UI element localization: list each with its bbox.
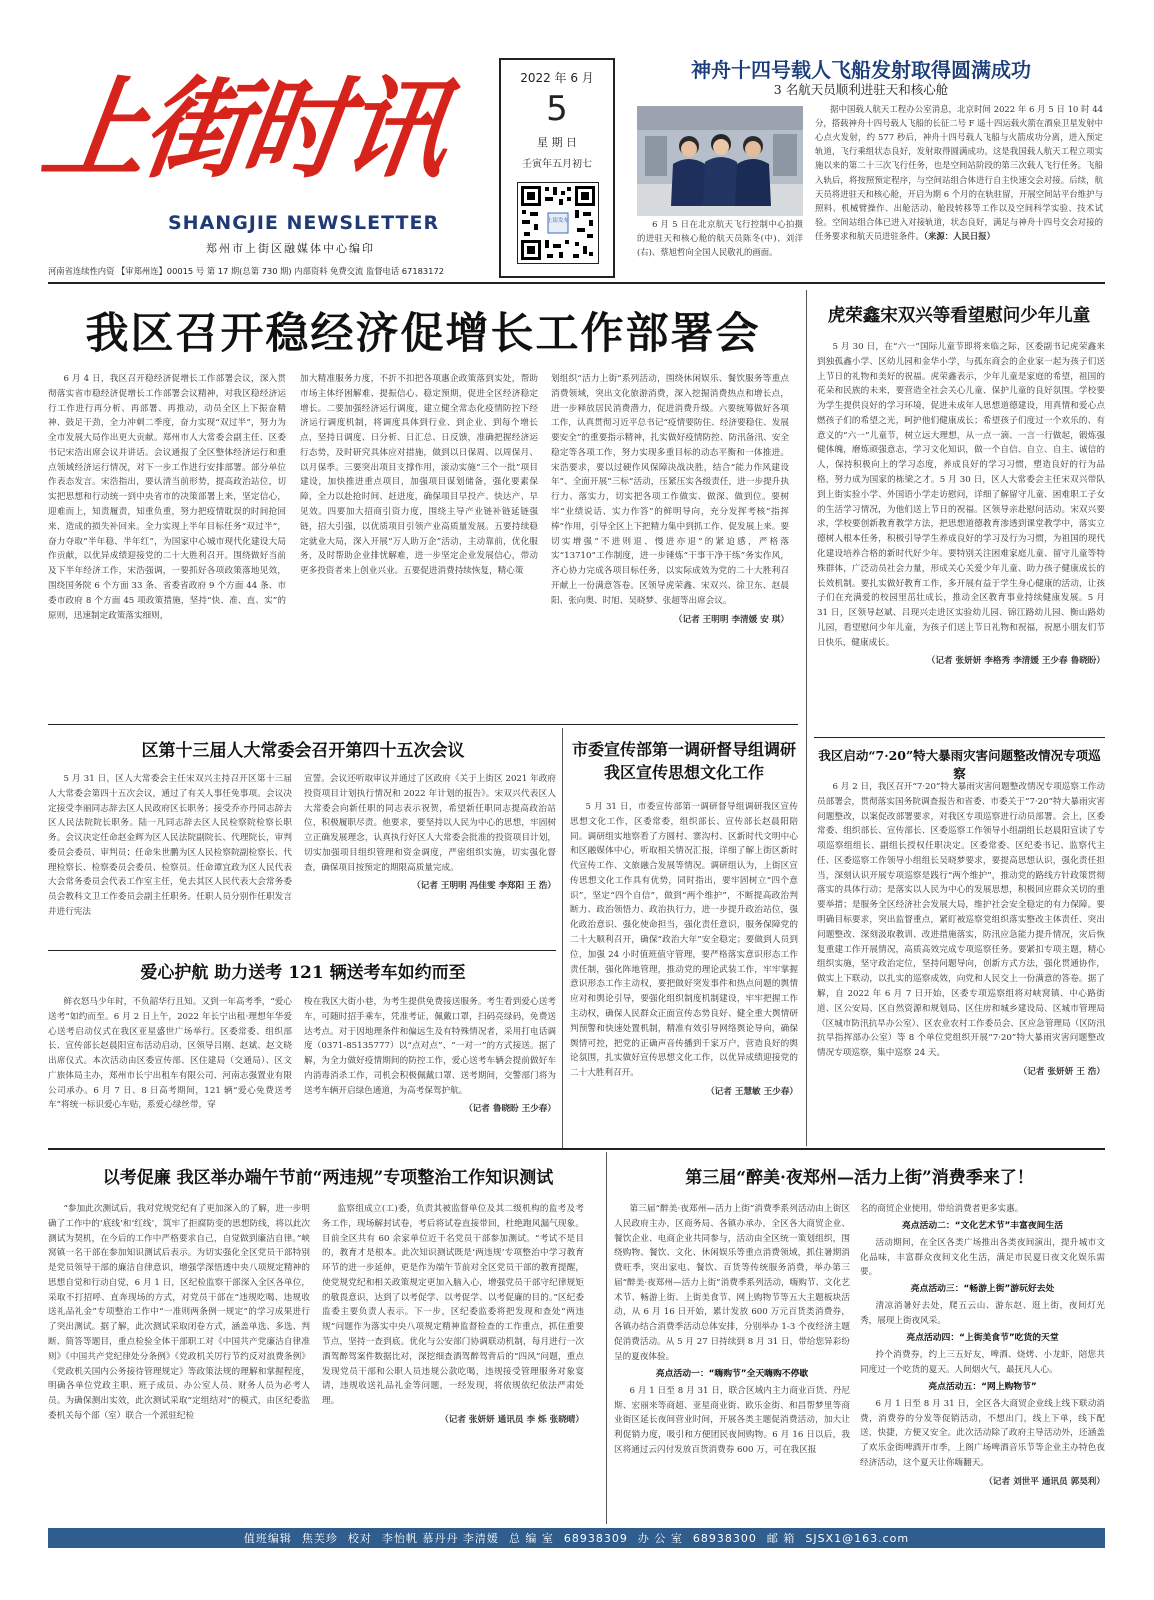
exam-col2-text: 梭在我区大街小巷，为考生提供免费接送服务。考生看到爱心送考车，可随时招手乘车，凭准考证，佩戴口罩，扫码亮绿码，免费送达考点。对于因地理条件和偏远生及有特殊情况者，采用打电话调度（0371-85135777）以“点对点”、“一对一”的方式接送。据了解，为全力做好疫情期间的防控工作，爱心送考车辆会提前做好车内消毒消杀工作，司机会积极佩戴口罩、送考期间，交警部门将为送考车辆开启绿色通道，为高考保驾护航。 — [304, 997, 556, 1096]
right1-text: 5 月 30 日，在“六一”国际儿童节即将来临之际，区委副书记虎荣鑫来到独孤鑫小学、区幼儿园和金华小学，与孤东商会的企业家一起为孩子们送上节日的礼物和美好的祝福。虎荣鑫表示，少年儿童是家庭的希望，祖国的花朵和民族的未来，要营造全社会关心儿童、保护儿童的良好氛围。学校要为学生提供良好的学习环境，促进未成年人思想道德建设，用真情和爱心点燃孩子们的希望之光，呵护他们健康成长；希望孩子们度过一个欢乐的、有意义的“六一”儿童节，树立远大理想，从一点一滴、一言一行做起，锻炼强健体魄，磨炼顽强意志，学习文化知识，做一个自信、自立、自主、诚信的人，保持积极向上的学习态度，养成良好的学习习惯，塑造良好的行为品格，努力成为国家的栋梁之才。5 月 30 日，区人大常委会主任宋双兴带队到上街实验小学、外国语小学走访慰问，详细了解留守儿童、困难职工子女的生活学习情况，为他们送上节日的祝福。区领导亲赴慰问活动。宋双兴要求，学校要创新教育教学方法，把思想道德教育渗透到课堂教学中，落实立德树人根本任务，积极引导学生养成良好的学习及行为习惯，为祖国的现代化建设培养合格的新时代好少年。要特别关注困难家庭儿童、留守儿童等特殊群体，广泛动员社会力量，形成关心关爱少年儿童、助力孩子健康成长的长效机制。要扎实做好教育工作，多开展有益于学生身心健康的活动，让孩子们在充满爱的校园里茁壮成长，推动全区教育事业持续健康发展。5 月 31 日，区领导赵斌、吕现兴走进区实验幼儿园、锦江路幼儿园、衡山路幼儿园，看望慰问少年儿童，为孩子们送上节日礼物和祝福，祝愿小朋友们节日快乐，健康成长。 — [817, 342, 1105, 648]
qr-code[interactable] — [517, 182, 599, 264]
divider-consume — [606, 1152, 607, 1524]
footer-email[interactable]: SJSX1@163.com — [805, 1531, 910, 1545]
consume-intro: 第三届“醉美·夜郑州—活力上街”消费季系列活动由上街区人民政府主办，区商务局、各镇办承办，全区各大商贸企业、餐饮企业、电商企业共同参与，活动由全区统一策划组织，围绕购物、餐饮、文化、休闲娱乐等重点消费领域，抓住暑期消费旺季，突出家电、餐饮、百货等传统服务消费，举办第三届“醉美·夜郑州—活力上街”消费季系列活动，嗨购节、文化艺术节、畅游上街、上街美食节、网上购物节等五大主题板块活动，从 6 月 16 日开始，累计发放 600 万元百货类消费券，各镇办结合消费季活动总体安排，分别举办 1-3 个夜经济主题促消费活动。从 5 月 27 日持续到 8 月 31 日，带给您异彩纷呈的夏夜体验。 — [614, 1204, 850, 1362]
divider-publicity — [562, 728, 563, 1148]
footer-office-phone: 68938309 — [563, 1531, 628, 1545]
top-story-source: （来源：人民日报） — [923, 230, 996, 241]
npc-col2 — [304, 772, 556, 946]
divider-right-1 — [814, 737, 1105, 738]
lead-col3 — [551, 372, 789, 717]
right2-text: 6 月 2 日，我区召开“7·20”特大暴雨灾害问题整改情况专项巡察工作动员部署会，贯彻落实国务院调查报告和省委、市委关于“7·20”特大暴雨灾害问题整改，以案促改部署要求，对我区专项巡察进行动员部署。会上，区委常委、组织部长、宣传部长、区委巡察工作领导小组副组长赵晨阳宣读了专项巡察组组长、副组长授权任职决定。区委常委、区纪委书记、监察代主任、区委巡察工作领导小组组长吴晓梦要求，要提高思想认识，强化责任担当，深刻认识开展专项巡察是践行“两个维护”，推动党的路线方针政策贯彻落实的具体行动；是落实以人民为中心的发展思想，积极回应群众关切的重要举措；是服务全区经济社会发展大局，维护社会安全稳定的有力保障。要明确目标要求，突出监督重点，紧盯被巡察党组织落实整改主体责任、突出问题整改、深刻汲取教训、改进措施落实，防汛应急能力提升情况，灾后恢复重建工作开展情况，高质高效完成专项巡察任务。要紧扣专项主题，精心组织实施，坚守政治定位，坚持问题导向，创新方式方法，强化贯通协作，做实上下联动，以扎实的巡察成效，向党和人民交上一份满意的答卷。据了解，自 2022 年 6 月 7 日开始，区委专项巡察组将对峡窝镇、中心路街道、区公安局、区自然资源和规划局、区住房和城乡建设局、区城市管理局（区城市防汛抗旱办公室）、区农业农村工作委员会、区应急管理局（区防汛抗旱指挥部办公室）等 8 个单位党组织开展“7·20”特大暴雨灾害问题整改情况专项巡察，集中巡察 24 天。 — [817, 782, 1105, 1059]
consume-col1 — [614, 1202, 850, 1524]
top-story-text: 据中国载人航天工程办公室消息，北京时间 2022 年 6 月 5 日 10 时 44 分，搭载神舟十四号载人飞船的长征二号 F 遥十四运载火箭在酒泉卫星发射中心点火发射，约 577 秒后，神舟十四号载人飞船与火箭成功分离，进入预定轨道，飞行乘组状态良好，发射取得圆满成功。这是我国载人航天工程立项实施以来的第二十三次飞行任务，也是空间站阶段的第三次载人飞行任务。飞船入轨后，将按照预定程序，与空间站组合体进行自主快速交会对接。后续，航天员将进驻天和核心舱，开启为期 6 个月的在轨驻留，开展空间站平台维护与照料、机械臂操作、出舱活动、舱段转移等工作以及空间科学实验、技术试验。空间站组合体已进入对接轨道，状态良好，满足与神舟十四号交会对接的任务要求和航天员进驻条件。 — [815, 104, 1103, 241]
date-day: 5 — [546, 89, 568, 129]
right1-headline: 虎荣鑫宋双兴等看望慰问少年儿童 — [827, 306, 1091, 326]
consume-item2-body: 活动期间，在全区各类广场推出各类夜间演出，提升城市文化品味，丰富群众夜间文化生活，满足市民夏日夜文化娱乐需要。 — [860, 1237, 1105, 1278]
date-box — [499, 58, 615, 278]
footer-office-label: 总 编 室 — [508, 1532, 554, 1545]
exam-col2 — [304, 995, 556, 1145]
publicity-byline: （记者 王慧敏 王少春） — [706, 1086, 798, 1097]
consume-item3-body: 清凉消暑好去处，爬五云山、游东赵、逛上街，夜间灯光秀，展现上街夜风采。 — [860, 1301, 1105, 1327]
consume-item5-title: 亮点活动五：“网上购物节” — [928, 1381, 1037, 1392]
top-story-body — [815, 102, 1103, 243]
footer-editor: 焦芙珍 — [301, 1532, 338, 1545]
astronauts-illustration — [637, 106, 803, 216]
lead-col2: 加大精准服务力度，不折不扣把各项惠企政策落到实处，帮助市场主体纾困解难、提振信心、稳定预期，促进全区经济稳定增长。二要加强经济运行调度，建立健全常态化疫情防控下经济运行调度机制，将调度具体到行业、到企业、到每个增长点，坚持日调度、日分析、日汇总、日反馈，准确把握经济运行态势，及时研究具体应对措施，做到以日保周、以周保月、以月保季。三要突出项目支撑作用，滚动实施“三个一批”项目建设，加快推进重点项目，加强项目谋划储备，强化要素保障，全力以赴抢时间、赶进度，确保项目早投产、快达产、早见效。四要加大招商引资力度，围绕主导产业链补链延链强链，招大引强，以优质项目引领产业高质量发展。五要持续稳定就业大局，深入开展“万人助万企”活动，主动靠前，优化服务，及时帮助企业排忧解难，进一步坚定企业发展信心，带动更多投资者来上创业兴业。五要促进消费持续恢复，精心策 — [300, 374, 538, 577]
exam2-col1: “参加此次测试后，我对党规党纪有了更加深入的了解，进一步明确了工作中的‘底线’和‘红线’，筑牢了拒腐防变的思想防线，将以此次测试为契机，在今后的工作中严格要求自己，自觉做到廉洁自律。”峡窝镇一名干部在参加知识测试后表示。为切实强化全区党员干部特别是党员领导干部的廉洁自律意识，增强学深悟透中央八项规定精神的思想自觉和行动自觉，6 月 1 日，区纪检监察干部深入全区各单位，采取不打招呼、直奔现场的方式，对党员干部在“违规吃喝、违规收送礼品礼金”专项整治工作中“一准则两条例一规定”的学习成果进行了突出测试。据了解，此次测试采取闭卷方式，涵盖单选、多选、判断、简答等题目，重点检验全体干部职工对《中国共产党廉洁自律准则》《中国共产党纪律处分条例》《党政机关厉行节约反对浪费条例》《党政机关国内公务接待管理规定》等政策法规的理解和掌握程度，明确各单位党政主职、班子成员、办公室人员、财务人员为必考人员。为确保测出实效，此次测试采取“定组结对”的模式，由区纪委监委机关每个部（室）联合一个派驻纪检 — [48, 1204, 310, 1421]
publicity-body — [570, 800, 798, 1146]
exam2-col2 — [322, 1202, 584, 1524]
divider-top — [48, 282, 1105, 284]
masthead-publisher: 郑州市上街区融媒体中心编印 — [206, 242, 375, 255]
npc-col1: 5 月 31 日，区人大常委会主任宋双兴主持召开区第十三届人大常委会第四十五次会议，通过了有关人事任免事项。会议决定接受李丽同志辞去区人民政府区长职务；接受乔亦丹同志辞去区人民法院院长职务。陆一凡同志辞去区人民检察院检察长职务。会议决定任命赵金辉为区人民法院副院长、代理院长，审判委员会委员、审判员；任命朱世鹏为区人民检察院副检察长、代理检察长、检察委员会委员、检察员。任命谭宜政为区人民代表大会常务委员会代表工作室主任，免去其区人民代表大会常务委员会教科文卫工作委员会副主任职务。任职人员分别作任职发言并进行宪法 — [48, 774, 292, 918]
consume-item1-body: 6 月 1 日至 8 月 31 日，联合区域内主力商业百货、丹尼斯、宏丽来等商超、亚星商业街、欧乐金街、和昌帮梦里等商业街区延长夜间营业时间，开展各类主题促消费活动，加大让利促销力度，吸引和方便团民夜间购物。6 月 16 日以后，我区将通过云闪付发放百货消费券 600 万，可在我区报 — [614, 1385, 850, 1455]
consume-item3-title: 亮点活动三：“畅游上街”游玩好去处 — [910, 1284, 1055, 1295]
right2-headline: 我区启动“7·20”特大暴雨灾害问题整改情况专项巡察 — [818, 748, 1101, 781]
right2-byline: （记者 张妍妍 王 浩） — [1018, 1066, 1105, 1077]
qr-label: 上街发布 — [546, 218, 569, 224]
date-year-month: 2022 年 6 月 — [520, 71, 594, 85]
right2-body — [817, 780, 1105, 1144]
footer-editor-label: 值班编辑 — [243, 1532, 292, 1545]
lead-headline: 我区召开稳经济促增长工作部署会 — [85, 309, 761, 359]
top-story-subhead: 3 名航天员顺利进驻天和核心舱 — [773, 82, 949, 97]
masthead-english: SHANGJIE NEWSLETTER — [168, 212, 440, 234]
masthead-info-line: 河南省连续性内资 【审郑州连】00015 号 第 17 期(总第 730 期) 内部资料 免费交流 监督电话 67183172 — [48, 266, 445, 276]
masthead — [35, 62, 490, 282]
top-story-headline: 神舟十四号载人飞船发射取得圆满成功 — [691, 58, 1031, 82]
astronaut-photo — [637, 106, 803, 216]
exam-col1: 鲜衣怒马少年时，不负韶华行且知。又到一年高考季，“爱心送考”如约而至。6 月 2 日上午，2022 年长宁出租·理想年华爱心送考启动仪式在我区亚星盛世广场举行。区委常委、组织部长、宣传部长赵晨阳宣布活动启动，区领导吕刚、赵斌、赵文晓出席仪式。本次活动由区委宣传部、区住建局（交通局）、区文广旅体局主办，郑州市长宁出租车有限公司、河南志强置业有限公司承办。6 月 7 日、8 日高考期间，121 辆“爱心免费送考车”将统一标识爱心车贴，系爱心绿丝带，穿 — [48, 997, 292, 1111]
photo-caption: 6 月 5 日在北京航天飞行控制中心拍摄的进驻天和核心舱的航天员陈冬(中)、刘洋(右)、蔡旭哲向全国人民敬礼的画面。 — [637, 219, 803, 257]
footer-mail-label: 邮 箱 — [766, 1532, 796, 1545]
exam2-byline: （记者 张妍妍 通讯员 李 烁 张晓晴） — [440, 1414, 584, 1425]
footer-proof-label: 校对 — [347, 1532, 372, 1545]
footer-admin-phone: 68938300 — [692, 1531, 757, 1545]
masthead-calligraphy-title: 上街时讯 — [35, 63, 454, 194]
divider-mid — [48, 724, 798, 725]
exam-byline: （记者 鲁晓盼 王少春） — [464, 1104, 556, 1115]
date-lunar: 壬寅年五月初七 — [522, 159, 592, 170]
consume-col2-top: 名的商贸企业使用，带给消费者更多实惠。 — [860, 1204, 1024, 1214]
lead-col1: 6 月 4 日，我区召开稳经济促增长工作部署会议，深入贯彻落实省市稳经济促增长工作部署会议精神，对我区稳经济运行工作进行再分析、再部署、再推动，动员全区上下振奋精神、鼓足干劲，全力冲刺二季度，奋力实现“双过半”，努力为全市发展大局作出更大贡献。郑州市人大常委会副主任、区委书记宋浩出席会议并讲话。会议通报了全区整体经济运行和重点领域经济运行情况，对下一步工作进行安排部署。部分单位作表态发言。宋浩指出，要认清当前形势，提高政治站位，切实把思想和行动统一到中央省市的决策部署上来，坚定信心，迎难而上，知责履责，知重负重，努力把疫情耽误的时间抢回来、造成的损失补回来。全力实现上半年目标任务“双过半”，奋力夺取“半年稳、半年红”，为国家中心城市现代化建设大局作贡献，以优异成绩迎接党的二十大胜利召开。围绕做好当前及下半年经济工作，宋浩强调，一要抓好各项政策落地见效，围绕国务院 6 个方面 33 条、省委省政府 9 个方面 44 条、市委市政府 8 个方面 45 项政策措施，坚持“快、准、直、实”的原则，迅速制定政策落实细则， — [48, 374, 286, 621]
publicity-headline: 市委宣传部第一调研督导组调研我区宣传思想文化工作 — [571, 740, 796, 783]
date-weekday: 星 期 日 — [537, 136, 577, 149]
lead-byline: （记者 王明明 李清媛 安 琪） — [673, 614, 789, 625]
lead-col3-text: 划组织“活力上街”系列活动，围绕休闲娱乐、餐饮服务等重点消费领域，突出文化旅游消费，深入挖掘消费热点和增长点，进一步释放居民消费潜力，促进消费升级。六要统筹做好各项工作，认真贯彻习近平总书记“疫情要防住、经济要稳住、发展要安全”的重要指示精神，扎实做好疫情防控、防汛备汛、安全稳定等各项工作，努力实现多重目标的动态平衡和一体推进。宋浩要求，要以过硬作风保障决战决胜，结合“能力作风建设年”、全面开展“三标”活动，压紧压实各级责任，进一步提升执行力、落实力，切实把各项工作做实、做深、做到位。要树牢“业绩说话、实力作答”的鲜明导向，充分发挥考核“指挥棒”作用，引导全区上下把精力集中到抓工作、促发展上来。要切实增强“不进则退、慢进亦退”的紧迫感，严格落实“13710”工作制度，进一步锤炼“干事干净干练”务实作风，齐心协力完成各项目标任务，以实际成效为党的二十大胜利召开献上一份满意答卷。区领导虎荣鑫、宋双兴、徐卫东、赵晨阳、张向奥、时旭、吴晓梦、张超等出席会议。 — [551, 374, 789, 606]
right1-body — [817, 340, 1105, 735]
publicity-text: 5 月 31 日，市委宣传部第一调研督导组调研我区宣传思想文化工作，区委常委，组织部长、宣传部长赵晨阳陪同。调研组实地察看了方圆村、寨沟村、区新时代文明中心和区融媒体中心，听取相关情况汇报，详细了解上街区新时代宣传工作、文旅融合发展等情况。调研组认为，上街区宣传思想文化工作具有优势，同时指出，要牢固树立“四个意识”，坚定“四个自信”，做到“两个维护”，不断提高政治判断力、政治领悟力、政治执行力，进一步提升政治站位，强化政治意识、强化使命担当，强化责任意识，服务保障党的二十大顺利召开，确保“政治大年”安全稳定；要做到人员到位，加强 24 小时值班值守管理，要严格落实意识形态工作责任制，强化阵地管理，推动党的理论武装工作，牢牢掌握意识形态工作主动权，要把做好突发事件和热点问题的舆情应对和舆论引导，要强化组织制度机制建设，牢牢把握工作主动权，确保人民群众正面宣传态势良好、健全重大舆情研判预警和快速处置机制，精准有效引导网络舆论导向，确保舆情可控，把党的正确声音传播到千家万户，营造良好的舆论氛围，扎实做好宣传思想文化工作，以优异成绩迎接党的二十大胜利召开。 — [570, 802, 798, 1079]
consume-col2 — [860, 1202, 1105, 1524]
divider-exam — [48, 950, 556, 951]
npc-headline: 区第十三届人大常委会召开第四十五次会议 — [141, 741, 465, 761]
exam2-headline: 以考促廉 我区举办端午节前“两违规”专项整治工作知识测试 — [102, 1168, 554, 1188]
consume-headline: 第三届“醉美·夜郑州—活力上街”消费季来了！ — [685, 1168, 1034, 1188]
footer-bar — [48, 1528, 1105, 1548]
divider-right-column — [806, 290, 807, 1146]
exam2-col2-text: 监察组成立(工)委，负责其被监督单位及其二级机构的监考及考务工作，现场解封试卷，考后将试卷直接带回，杜绝跑风漏气现象。目前全区共有 60 余家单位近千名党员干部参加测试。“考试不是目的，教育才是根本。此次知识测试既是‘两违规’专项整治中学习教育环节的进一步延伸，更是作为端午节前对全区党员干部的教育提醒，使党规党纪和相关政策规定更加入脑入心，增强党员干部守纪律规矩的敬畏意识，达到了以考促学、以考促学、以考促廉的目的。”区纪委监委主要负责人表示。下一步，区纪委监委将把发现和查处“两违规”问题作为落实中央八项规定精神监督检查的工作重点，抓住重要节点，坚持一查到底。优化与公安部门协调联动机制，每月进行一次酒驾醉驾案件数据比对，深挖细查酒驾醉驾背后的“四风”问题，重点发现党员干部和公职人员违规公款吃喝，违规接受管理服务对象宴请，违规收送礼品礼金等问题，一经发现，将依规依纪依法严肃处理。 — [322, 1204, 584, 1407]
consume-item4-title: 亮点活动四：“上街美食节”吃货的天堂 — [906, 1332, 1059, 1343]
footer-admin-label: 办 公 室 — [637, 1532, 683, 1545]
footer-proof: 李怡帆 慕丹丹 李清媛 — [381, 1532, 499, 1545]
consume-item2-title: 亮点活动二：“文化艺术节”丰富夜间生活 — [901, 1220, 1064, 1231]
consume-item1-title: 亮点活动一：“嗨购节”全天嗨购不停歇 — [655, 1368, 809, 1379]
exam-headline: 爱心护航 助力送考 121 辆送考车如约而至 — [140, 963, 466, 983]
npc-byline: （记者 王明明 冯佳雯 李郑阳 王 浩） — [412, 881, 556, 892]
npc-col2-text: 宣誓。会议还听取审议并通过了区政府《关于上街区 2021 年政府投资项目计划执行情况和 2022 年计划的报告》。宋双兴代表区人大常委会向新任职的同志表示祝贺，希望新任职同志提高政治站位，积极履职尽责。他要求，要坚持以人民为中心的思想，牢固树立正确发展理念，认真执行好区人大常委会批准的投资项目计划，切实加强项目组织管理和资金调度，严密组织实施，切实强化督查，确保项目按预定的期限高质量完成。 — [304, 774, 556, 873]
right1-byline: （记者 张妍妍 李格秀 李清媛 王少春 鲁晓盼） — [926, 656, 1105, 667]
consume-item5-body: 6 月 1 日至 8 月 31 日，全区各大商贸企业线上线下联动消费，消费券的分发等促销活动，不想出门，线上下单，线下配送，快捷，方便又安全。此次活动除了政府主导活动外，还涵盖了欢乐金街啤酒开市季，上阁广场啤酒音乐节等企业主办特色夜经济活动，这个夏天让你嗨翻天。 — [860, 1398, 1105, 1468]
consume-item4-body: 拎个消费券，约上三五好友，啤酒、烧烤、小龙虾，陪您共同度过一个吃货的夏天。人间烟火气，最抚凡人心。 — [860, 1350, 1105, 1375]
consume-byline: （记者 刘世平 通讯员 郭昊利） — [984, 1476, 1105, 1487]
divider-bottom — [48, 1148, 1105, 1150]
